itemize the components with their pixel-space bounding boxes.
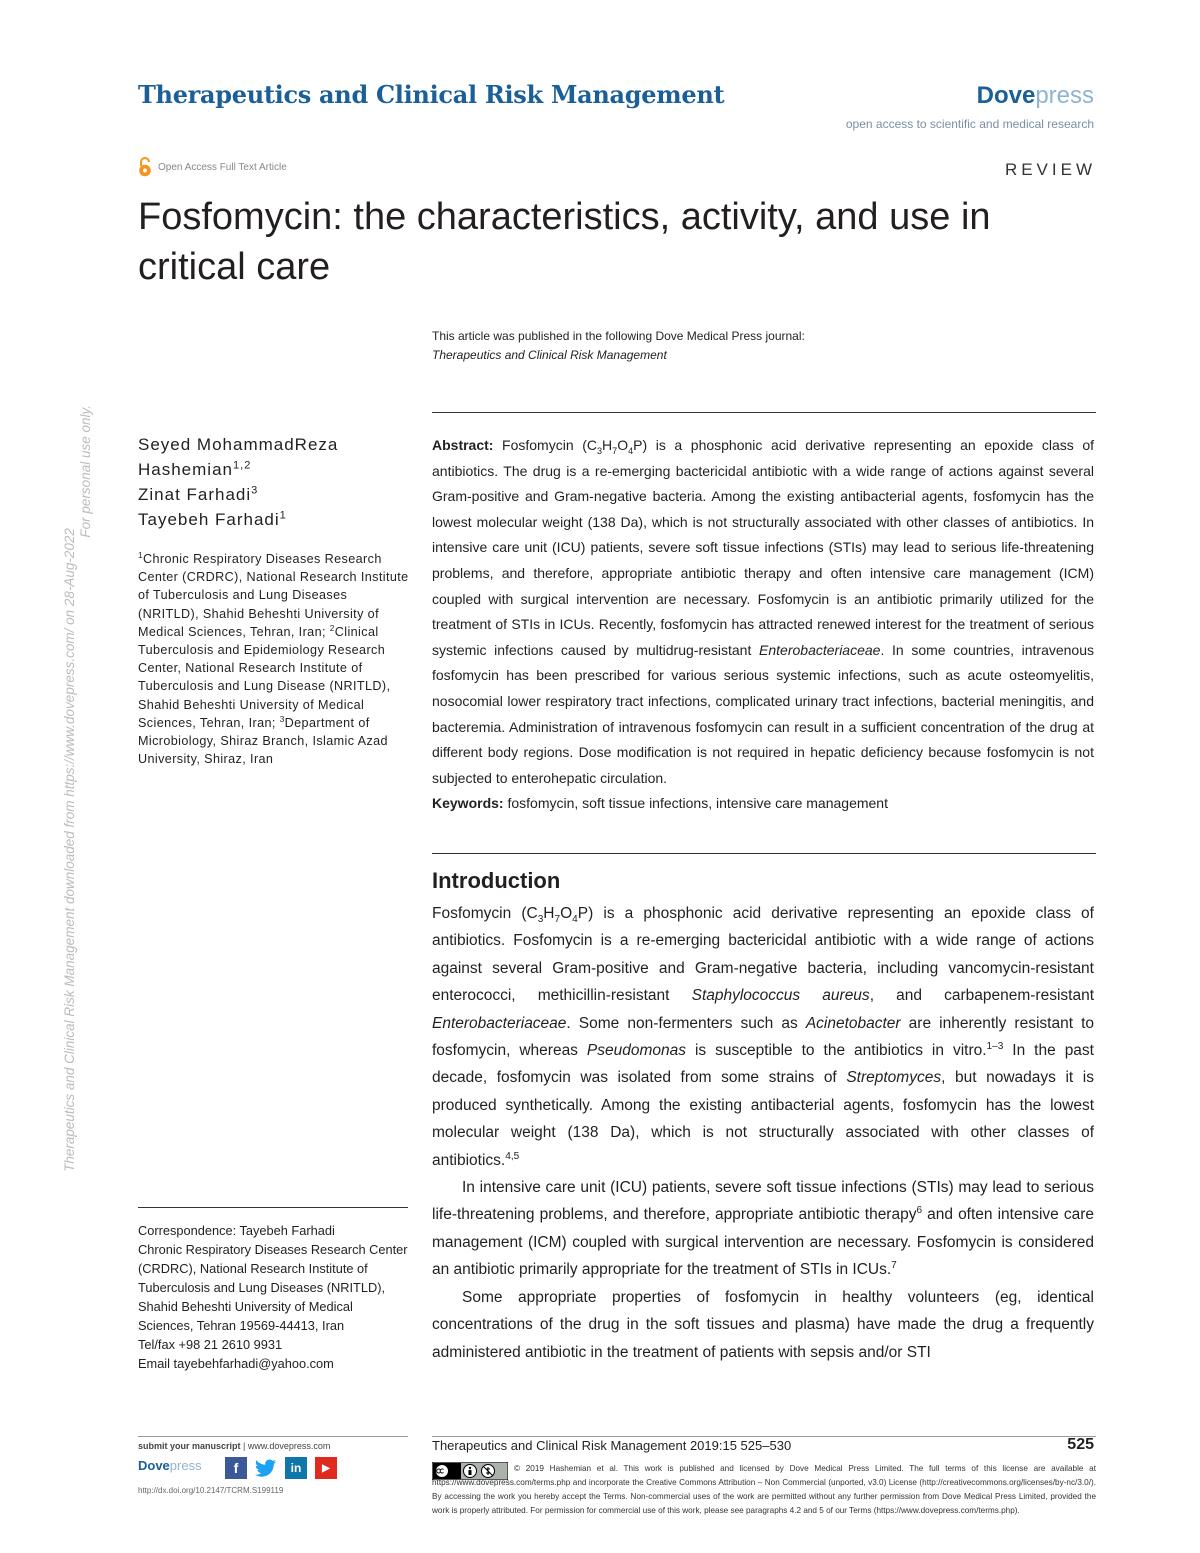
section-heading-introduction: Introduction (432, 868, 561, 893)
abstract-top-rule (432, 412, 1096, 413)
correspondence-address: Chronic Respiratory Diseases Research Center (CRDRC), National Research Institute of Tuberculosis and Lung Diseases (NRITLD), Shahid Beheshti University of Medical Sciences, Tehran 19569-44413, Iran (138, 1242, 408, 1333)
keywords-label: Keywords: (432, 795, 504, 812)
author-1: Seyed MohammadReza (138, 435, 339, 454)
author-2: Zinat Farhadi$^3$ (138, 484, 259, 504)
submit-manuscript[interactable]: submit your manuscript | www.dovepress.com (138, 1441, 331, 1451)
publication-note-line1: This article was published in the following Dove Medical Press journal: (432, 329, 805, 343)
tagline: open access to scientific and medical research (845, 117, 1094, 131)
intro-paragraph-2: In intensive care unit (ICU) patients, severe soft tissue infections (STIs) may lead to serious life-threatening problems, and therefore, appropriate antibiotic therapy$^6$ and often intensive care management (ICM) coupled with surgical intervention are necessary. Fosfomycin is considered an antibiotic primarily appropriate for the treatment of STIs in ICUs.$^7$ (432, 1179, 1094, 1279)
correspondence-rule (138, 1207, 408, 1208)
publication-note-journal: Therapeutics and Clinical Risk Management (432, 348, 667, 362)
intro-paragraph-1: Fosfomycin $(C_3H_7O_4P)$ is a phosphonic acid derivative representing an epoxide class of antibiotics. Fosfomycin is a re-emerging bactericidal antibiotic with a wide range of actions against several Gram-positive and Gram-negative bacteria, including vancomycin-resistant enterococci, methicillin-resistant Staphylococcus aureus, and carbapenem-resistant Enterobacteriaceae. Some non-fermenters such as Acinetobacter are inherently resistant to fosfomycin, whereas Pseudomonas is susceptible to the antibiotics in vitro.$^{1-3}$ In the past decade, fosfomycin was isolated from some strains of Streptomyces, but nowadays it is produced synthetically. Among the existing antibacterial agents, fosfomycin has the lowest molecular weight (138 Da), which is not structurally associated with other classes of antibiotics.$^{4,5}$ (432, 905, 1095, 1169)
download-watermark (46, 330, 116, 1530)
journal-title: Therapeutics and Clinical Risk Management (138, 80, 725, 109)
license-notice: © 2019 Hashemian et al. This work is published and licensed by Dove Medical Press Limited. The full terms of this license are available at https://www.dovepress.com/terms.php and incorporate the Creative Commons Attribution – Non Commercial (unported, v3.0) License (http://creativecommons.org/licenses/by-nc/3.0/). By accessing the work you hereby accept the Terms. Non-commercial uses of the work are permitted without any further permission from Dove Medical Press Limited, provided the work is properly attributed. For permission for commercial use of this work, please see paragraphs 4.2 and 5 of our Terms (https://www.dovepress.com/terms.php). (432, 1464, 1096, 1515)
correspondence-name: Correspondence: Tayebeh Farhadi (138, 1223, 335, 1238)
correspondence (138, 1221, 410, 1373)
intro-paragraph-3: Some appropriate properties of fosfomycin in healthy volunteers (eg, identical concentrations of the drug in the soft tissues and plasma) have made the drug a frequently administered antibiotic in the treatment of patients with sepsis and/or STI (432, 1288, 1094, 1361)
open-access-lock-icon (138, 157, 152, 177)
introduction-body (432, 900, 1094, 1366)
youtube-icon[interactable]: ▶ (315, 1457, 337, 1479)
open-access-label: Open Access Full Text Article (158, 161, 287, 173)
doi-link[interactable]: http://dx.doi.org/10.2147/TCRM.S199119 (138, 1486, 284, 1495)
abstract-label: Abstract: (432, 437, 494, 453)
footer-citation: Therapeutics and Clinical Risk Management 2019:15 525–530 (432, 1438, 792, 1453)
twitter-icon[interactable] (255, 1457, 277, 1479)
watermark-line1: Therapeutics and Clinical Risk Management downloaded from https://www.dovepress.com/ on 28-Aug-2022 (62, 528, 77, 1172)
abstract (432, 433, 1094, 817)
publication-note (432, 327, 805, 365)
abstract-body: Abstract: Fosfomycin $(C_3H_7O_4P)$ is a phosphonic acid derivative representing an epoxide class of antibiotics. The drug is a re-emerging bactericidal antibiotic with a wide range of actions against several Gram-positive and Gram-negative bacteria. Among the existing antibacterial agents, fosfomycin has the lowest molecular weight (138 Da), which is not structurally associated with other classes of antibiotics. In intensive care unit (ICU) patients, severe soft tissue infections (STIs) may lead to serious life-threatening problems, and therefore, appropriate antibiotic therapy and often intensive care management (ICM) coupled with surgical intervention are necessary. Fosfomycin is an antibiotic primarily utilized for the treatment of STIs in ICUs. Recently, fosfomycin has attracted renewed interest for the treatment of serious systemic infections caused by multidrug-resistant Enterobacteriaceae. In some countries, intravenous fosfomycin has been prescribed for various serious systemic infections, such as acute osteomyelitis, nosocomial lower respiratory tract infections, complicated urinary tract infections, bacterial meningitis, and bacteremia. Administration of intravenous fosfomycin can result in a sufficient concentration of the drug at different body regions. Dose modification is not required in hepatic deficiency because fosfomycin is not subjected to enterohepatic circulation. (432, 437, 1095, 786)
social-links (225, 1457, 337, 1479)
twitter-bird-glyph (255, 1458, 277, 1478)
abstract-bottom-rule (432, 853, 1096, 854)
brand-main: Dove (976, 82, 1036, 109)
correspondence-email[interactable]: Email tayebehfarhadi@yahoo.com (138, 1356, 334, 1371)
author-1-cont: Hashemian$^{1,2}$ (138, 459, 252, 479)
keywords: Keywords: fosfomycin, soft tissue infections, intensive care management (432, 795, 888, 812)
footer-rule-left (138, 1436, 408, 1437)
footer-dovepress-logo: Dovepress (138, 1458, 202, 1473)
open-access-badge (138, 157, 287, 177)
brand-sub: press (1035, 82, 1094, 109)
article-title: Fosfomycin: the characteristics, activity, and use in critical care (138, 196, 991, 288)
facebook-icon[interactable]: f (225, 1457, 247, 1479)
correspondence-phone: Tel/fax +98 21 2610 9931 (138, 1337, 283, 1352)
watermark-line2: For personal use only. (78, 405, 93, 538)
author-3: Tayebeh Farhadi$^1$ (138, 509, 287, 529)
page-number: 525 (1067, 1436, 1094, 1453)
article-type: REVIEW (1004, 160, 1096, 179)
author-list (138, 432, 338, 532)
linkedin-icon[interactable]: in (285, 1457, 307, 1479)
dovepress-logo (977, 82, 1094, 110)
footer-rule-right (432, 1436, 1096, 1437)
affiliations: $^1$Chronic Respiratory Diseases Research Center (CRDRC), National Research Institute of Tuberculosis and Lung Diseases (NRITLD), Shahid Beheshti University of Medical Sciences, Tehran, Iran; $^2$Clinical Tuberculosis and Epidemiology Research Center, National Research Institute of Tuberculosis and Lung Disease (NRITLD), Shahid Beheshti University of Medical Sciences, Tehran, Iran; $^3$Department of Microbiology, Shiraz Branch, Islamic Azad University, Shiraz, Iran (138, 550, 409, 767)
